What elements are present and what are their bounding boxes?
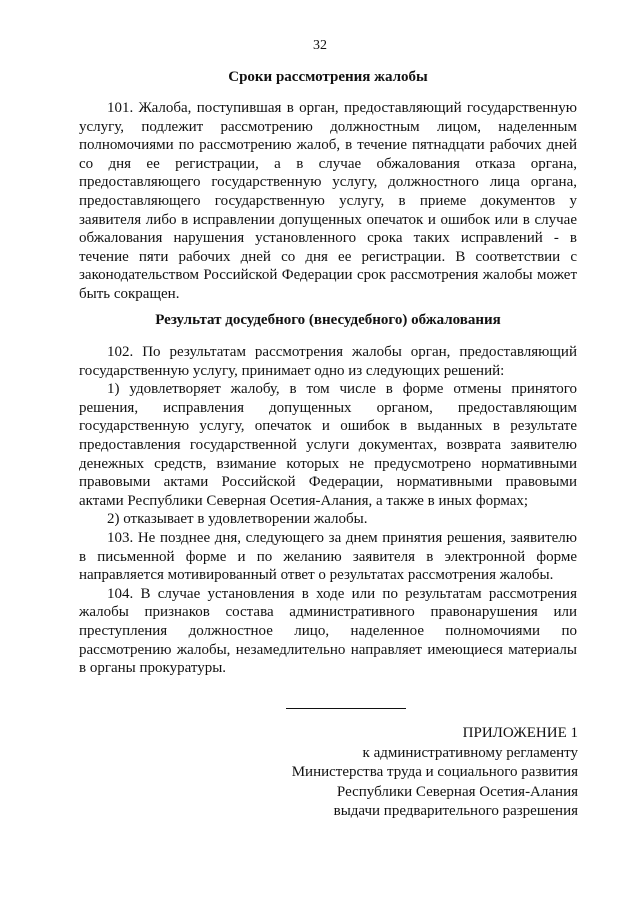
section-divider [286,708,406,709]
paragraph-102-item-2: 2) отказывает в удовлетворении жалобы. [107,511,368,528]
section-title-review-deadlines: Сроки рассмотрения жалобы [228,69,428,85]
page-number: 32 [313,38,327,53]
paragraph-104: 104. В случае установления в ходе или по результатам рассмотрения жалобы признаков состава административного правонарушения или преступления должностное лицо, наделенное полномочиями по рассмотрению жалобы, незамедлительно направляет имеющиеся материалы в органы прокуратуры. [79,585,577,677]
paragraph-103: 103. Не позднее дня, следующего за днем принятия решения, заявителю в письменной форме и по желанию заявителя в электронной форме направляется мотивированный ответ о результатах рассмотрения жалобы. [79,529,577,584]
appendix-block [218,724,578,822]
appendix-line: Министерства труда и социального развития [291,764,578,780]
paragraph-102: 102. По результатам рассмотрения жалобы орган, предоставляющий государственную услугу, принимает одно из следующих решений: [79,344,577,379]
paragraph-101: 101. Жалоба, поступившая в орган, предоставляющий государственную услугу, подлежит рассмотрению должностным лицом, наделенным полномочиями по рассмотрению жалоб, в течение пятнадцати рабочих дней со дня ее регистрации, а в случае обжалования отказа органа, предоставляющего государственную услугу, должностного лица органа, предоставляющего государственную услугу, в приеме документов у заявителя либо в исправлении допущенных опечаток и ошибок или в случае обжалования нарушения установленного срока таких исправлений - в течение пяти рабочих дней со дня ее регистрации. В соответствии с законодательством Российской Федерации срок рассмотрения жалобы может быть сокращен. [79,100,577,302]
appendix-title: ПРИЛОЖЕНИЕ 1 [462,725,578,741]
section-body-review-deadlines [79,99,577,304]
section-title-appeal-result: Результат досудебного (внесудебного) обжалования [155,312,501,328]
paragraph-102-item-1: 1) удовлетворяет жалобу, в том числе в форме отмены принятого решения, исправления допущенных органом, предоставляющим государственную услугу, опечаток и ошибок в выданных в результате предоставления государственной услуги документах, возврата заявителю денежных средств, взимание которых не предусмотрено нормативными правовыми актами Российской Федерации, нормативными правовыми актами Республики Северная Осетия-Алания, а также в иных формах; [79,381,577,509]
appendix-line: выдачи предварительного разрешения [333,803,578,819]
appendix-line: Республики Северная Осетия-Алания [336,783,578,800]
appendix-line: к административному регламенту [362,744,578,761]
section-body-appeal-result [79,343,577,678]
